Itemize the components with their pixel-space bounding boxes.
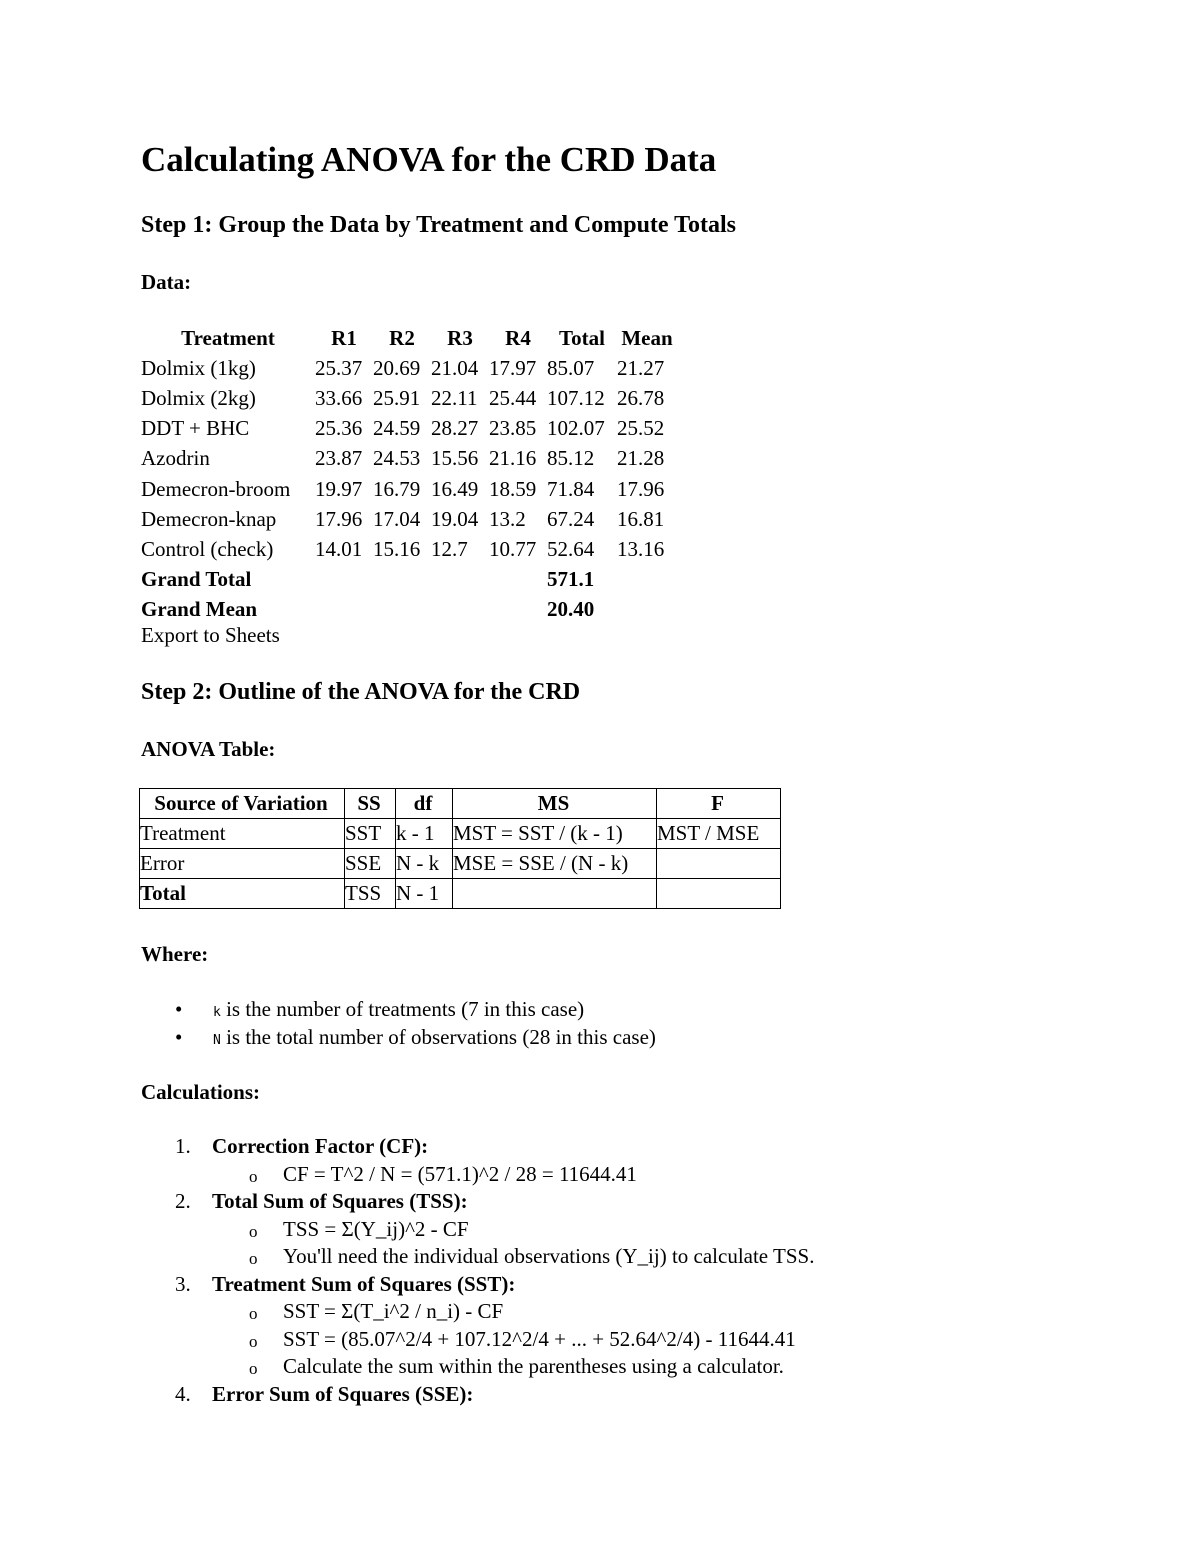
anova-col-header: SS bbox=[345, 789, 396, 819]
calc-item bbox=[141, 1188, 814, 1271]
value-cell: 15.16 bbox=[373, 536, 421, 561]
value-cell: 25.52 bbox=[617, 416, 665, 441]
table-row bbox=[141, 504, 677, 534]
anova-col-header: Source of Variation bbox=[140, 789, 345, 819]
value-cell: 23.87 bbox=[315, 446, 363, 471]
calc-subitem bbox=[212, 1353, 814, 1381]
value-cell: 13.16 bbox=[617, 536, 665, 561]
value-cell: 25.44 bbox=[489, 385, 537, 410]
value-cell: 28.27 bbox=[431, 416, 479, 441]
anova-table-label: ANOVA Table: bbox=[141, 737, 276, 761]
value-cell: 25.37 bbox=[315, 355, 363, 380]
col-header: Total bbox=[559, 325, 605, 350]
variable-name: N bbox=[213, 1033, 221, 1048]
value-cell: 26.78 bbox=[617, 385, 665, 410]
value-cell: 14.01 bbox=[315, 536, 363, 561]
where-list bbox=[141, 995, 656, 1051]
sub-bullet: o bbox=[249, 1249, 258, 1268]
anova-cell: k - 1 bbox=[396, 819, 453, 849]
value-cell: 22.11 bbox=[431, 385, 478, 410]
anova-cell: N - 1 bbox=[396, 879, 453, 909]
data-label: Data: bbox=[141, 270, 192, 294]
sub-bullet: o bbox=[249, 1359, 258, 1378]
anova-row bbox=[140, 849, 781, 879]
anova-cell bbox=[453, 879, 657, 909]
value-cell: 102.07 bbox=[547, 416, 605, 441]
table-row bbox=[141, 444, 677, 474]
export-to-sheets-link[interactable]: Export to Sheets bbox=[141, 623, 280, 647]
anova-col-header: MS bbox=[453, 789, 657, 819]
value-cell: 85.07 bbox=[547, 355, 595, 380]
anova-cell: TSS bbox=[345, 879, 396, 909]
anova-header bbox=[140, 789, 781, 819]
calc-subitem bbox=[212, 1161, 814, 1189]
data-table-header bbox=[141, 323, 677, 353]
grand-total-label: Grand Total bbox=[141, 567, 252, 592]
value-cell: 71.84 bbox=[547, 476, 595, 501]
calc-number: 1. bbox=[175, 1134, 191, 1158]
list-item bbox=[141, 995, 656, 1023]
anova-cell: SSE bbox=[345, 849, 396, 879]
treatment-cell: Dolmix (2kg) bbox=[141, 385, 256, 410]
list-item-text: is the total number of observations (28 in this case) bbox=[220, 1025, 656, 1049]
value-cell: 16.49 bbox=[431, 476, 479, 501]
grand-mean-label: Grand Mean bbox=[141, 597, 258, 622]
data-table-body bbox=[141, 353, 677, 564]
value-cell: 25.91 bbox=[373, 385, 421, 410]
value-cell: 24.53 bbox=[373, 446, 421, 471]
data-table bbox=[141, 323, 677, 625]
treatment-cell: Demecron-knap bbox=[141, 506, 277, 531]
calc-subitem-text: SST = Σ(T_i^2 / n_i) - CF bbox=[283, 1299, 504, 1323]
value-cell: 17.96 bbox=[315, 506, 363, 531]
calc-number: 3. bbox=[175, 1271, 191, 1296]
value-cell: 23.85 bbox=[489, 416, 537, 441]
grand-total-row bbox=[141, 565, 677, 595]
value-cell: 85.12 bbox=[547, 446, 595, 471]
grand-total-value: 571.1 bbox=[547, 567, 595, 592]
value-cell: 21.04 bbox=[431, 355, 479, 380]
table-row bbox=[141, 353, 677, 383]
anova-source-cell: Error bbox=[140, 849, 345, 879]
value-cell: 19.04 bbox=[431, 506, 479, 531]
value-cell: 21.28 bbox=[617, 446, 665, 471]
treatment-cell: DDT + BHC bbox=[141, 416, 250, 441]
calc-number: 2. bbox=[175, 1189, 191, 1213]
step2-heading: Step 2: Outline of the ANOVA for the CRD bbox=[141, 679, 581, 705]
col-header: R3 bbox=[447, 325, 473, 350]
calc-title: Error Sum of Squares (SSE): bbox=[212, 1381, 474, 1406]
sub-bullet: o bbox=[249, 1304, 258, 1323]
value-cell: 12.7 bbox=[431, 536, 468, 561]
calc-item bbox=[141, 1271, 814, 1381]
sub-bullet: o bbox=[249, 1221, 258, 1241]
value-cell: 19.97 bbox=[315, 476, 363, 501]
value-cell: 33.66 bbox=[315, 385, 363, 410]
where-label: Where: bbox=[141, 942, 209, 966]
table-row bbox=[141, 383, 677, 413]
treatment-cell: Demecron-broom bbox=[141, 476, 291, 501]
variable-name: k bbox=[213, 1005, 221, 1020]
table-row bbox=[141, 474, 677, 504]
calc-number: 4. bbox=[175, 1381, 191, 1406]
sub-bullet: o bbox=[249, 1166, 258, 1186]
value-cell: 15.56 bbox=[431, 446, 479, 471]
calc-item bbox=[141, 1381, 814, 1409]
grand-mean-row bbox=[141, 595, 677, 625]
bullet: • bbox=[175, 1025, 183, 1049]
page-title: Calculating ANOVA for the CRD Data bbox=[141, 140, 717, 179]
treatment-cell: Azodrin bbox=[141, 446, 210, 471]
anova-col-header: F bbox=[657, 789, 781, 819]
col-header: R1 bbox=[331, 325, 357, 350]
calc-subitem-text: TSS = Σ(Y_ij)^2 - CF bbox=[283, 1216, 469, 1241]
calc-title: Total Sum of Squares (TSS): bbox=[212, 1189, 468, 1213]
value-cell: 18.59 bbox=[489, 476, 537, 501]
value-cell: 16.81 bbox=[617, 506, 665, 531]
value-cell: 21.27 bbox=[617, 355, 665, 380]
anova-cell: MST / MSE bbox=[657, 819, 781, 849]
anova-row bbox=[140, 819, 781, 849]
calc-subitem-text: Calculate the sum within the parentheses using a calculator. bbox=[283, 1354, 784, 1378]
anova-row bbox=[140, 879, 781, 909]
anova-cell: N - k bbox=[396, 849, 453, 879]
anova-cell: SST bbox=[345, 819, 396, 849]
value-cell: 67.24 bbox=[547, 506, 595, 531]
calc-title: Correction Factor (CF): bbox=[212, 1134, 429, 1158]
anova-body bbox=[140, 819, 781, 909]
table-row bbox=[141, 414, 677, 444]
calc-sublist bbox=[212, 1161, 814, 1189]
calc-sublist bbox=[212, 1216, 814, 1271]
calc-subitem bbox=[212, 1216, 814, 1244]
value-cell: 16.79 bbox=[373, 476, 421, 501]
value-cell: 20.69 bbox=[373, 355, 421, 380]
step1-heading: Step 1: Group the Data by Treatment and Compute Totals bbox=[141, 212, 736, 238]
calc-subitem-text: CF = T^2 / N = (571.1)^2 / 28 = 11644.41 bbox=[283, 1161, 637, 1186]
anova-cell: MSE = SSE / (N - k) bbox=[453, 849, 657, 879]
treatment-cell: Control (check) bbox=[141, 536, 274, 561]
calc-subitem bbox=[212, 1298, 814, 1326]
col-header: Treatment bbox=[181, 325, 275, 350]
bullet: • bbox=[175, 997, 183, 1021]
col-header: Mean bbox=[621, 325, 673, 350]
value-cell: 107.12 bbox=[547, 385, 605, 410]
sub-bullet: o bbox=[249, 1331, 258, 1351]
anova-source-cell: Total bbox=[140, 879, 345, 909]
calc-title: Treatment Sum of Squares (SST): bbox=[212, 1271, 516, 1296]
col-header: R2 bbox=[389, 325, 415, 350]
anova-cell bbox=[657, 879, 781, 909]
anova-cell: MST = SST / (k - 1) bbox=[453, 819, 657, 849]
anova-table bbox=[139, 788, 781, 909]
value-cell: 25.36 bbox=[315, 416, 363, 441]
calc-sublist bbox=[212, 1298, 814, 1381]
col-header: R4 bbox=[505, 325, 531, 350]
value-cell: 21.16 bbox=[489, 446, 537, 471]
treatment-cell: Dolmix (1kg) bbox=[141, 355, 256, 380]
anova-cell bbox=[657, 849, 781, 879]
list-item-text: is the number of treatments (7 in this case) bbox=[220, 997, 585, 1021]
calc-subitem-text: SST = (85.07^2/4 + 107.12^2/4 + ... + 52.64^2/4) - 11644.41 bbox=[283, 1326, 796, 1351]
calc-subitem-text: You'll need the individual observations (Y_ij) to calculate TSS. bbox=[283, 1244, 815, 1268]
value-cell: 17.96 bbox=[617, 476, 665, 501]
anova-col-header: df bbox=[396, 789, 453, 819]
calc-item bbox=[141, 1133, 814, 1188]
anova-source-cell: Treatment bbox=[140, 819, 345, 849]
value-cell: 52.64 bbox=[547, 536, 595, 561]
calculations-label: Calculations: bbox=[141, 1080, 261, 1104]
value-cell: 10.77 bbox=[489, 536, 537, 561]
calculations-list bbox=[141, 1133, 814, 1408]
list-item bbox=[141, 1023, 656, 1051]
value-cell: 17.97 bbox=[489, 355, 537, 380]
value-cell: 13.2 bbox=[489, 506, 526, 531]
value-cell: 24.59 bbox=[373, 416, 421, 441]
grand-mean-value: 20.40 bbox=[547, 597, 595, 622]
calc-subitem bbox=[212, 1243, 814, 1271]
value-cell: 17.04 bbox=[373, 506, 421, 531]
table-row bbox=[141, 534, 677, 564]
calc-subitem bbox=[212, 1326, 814, 1354]
